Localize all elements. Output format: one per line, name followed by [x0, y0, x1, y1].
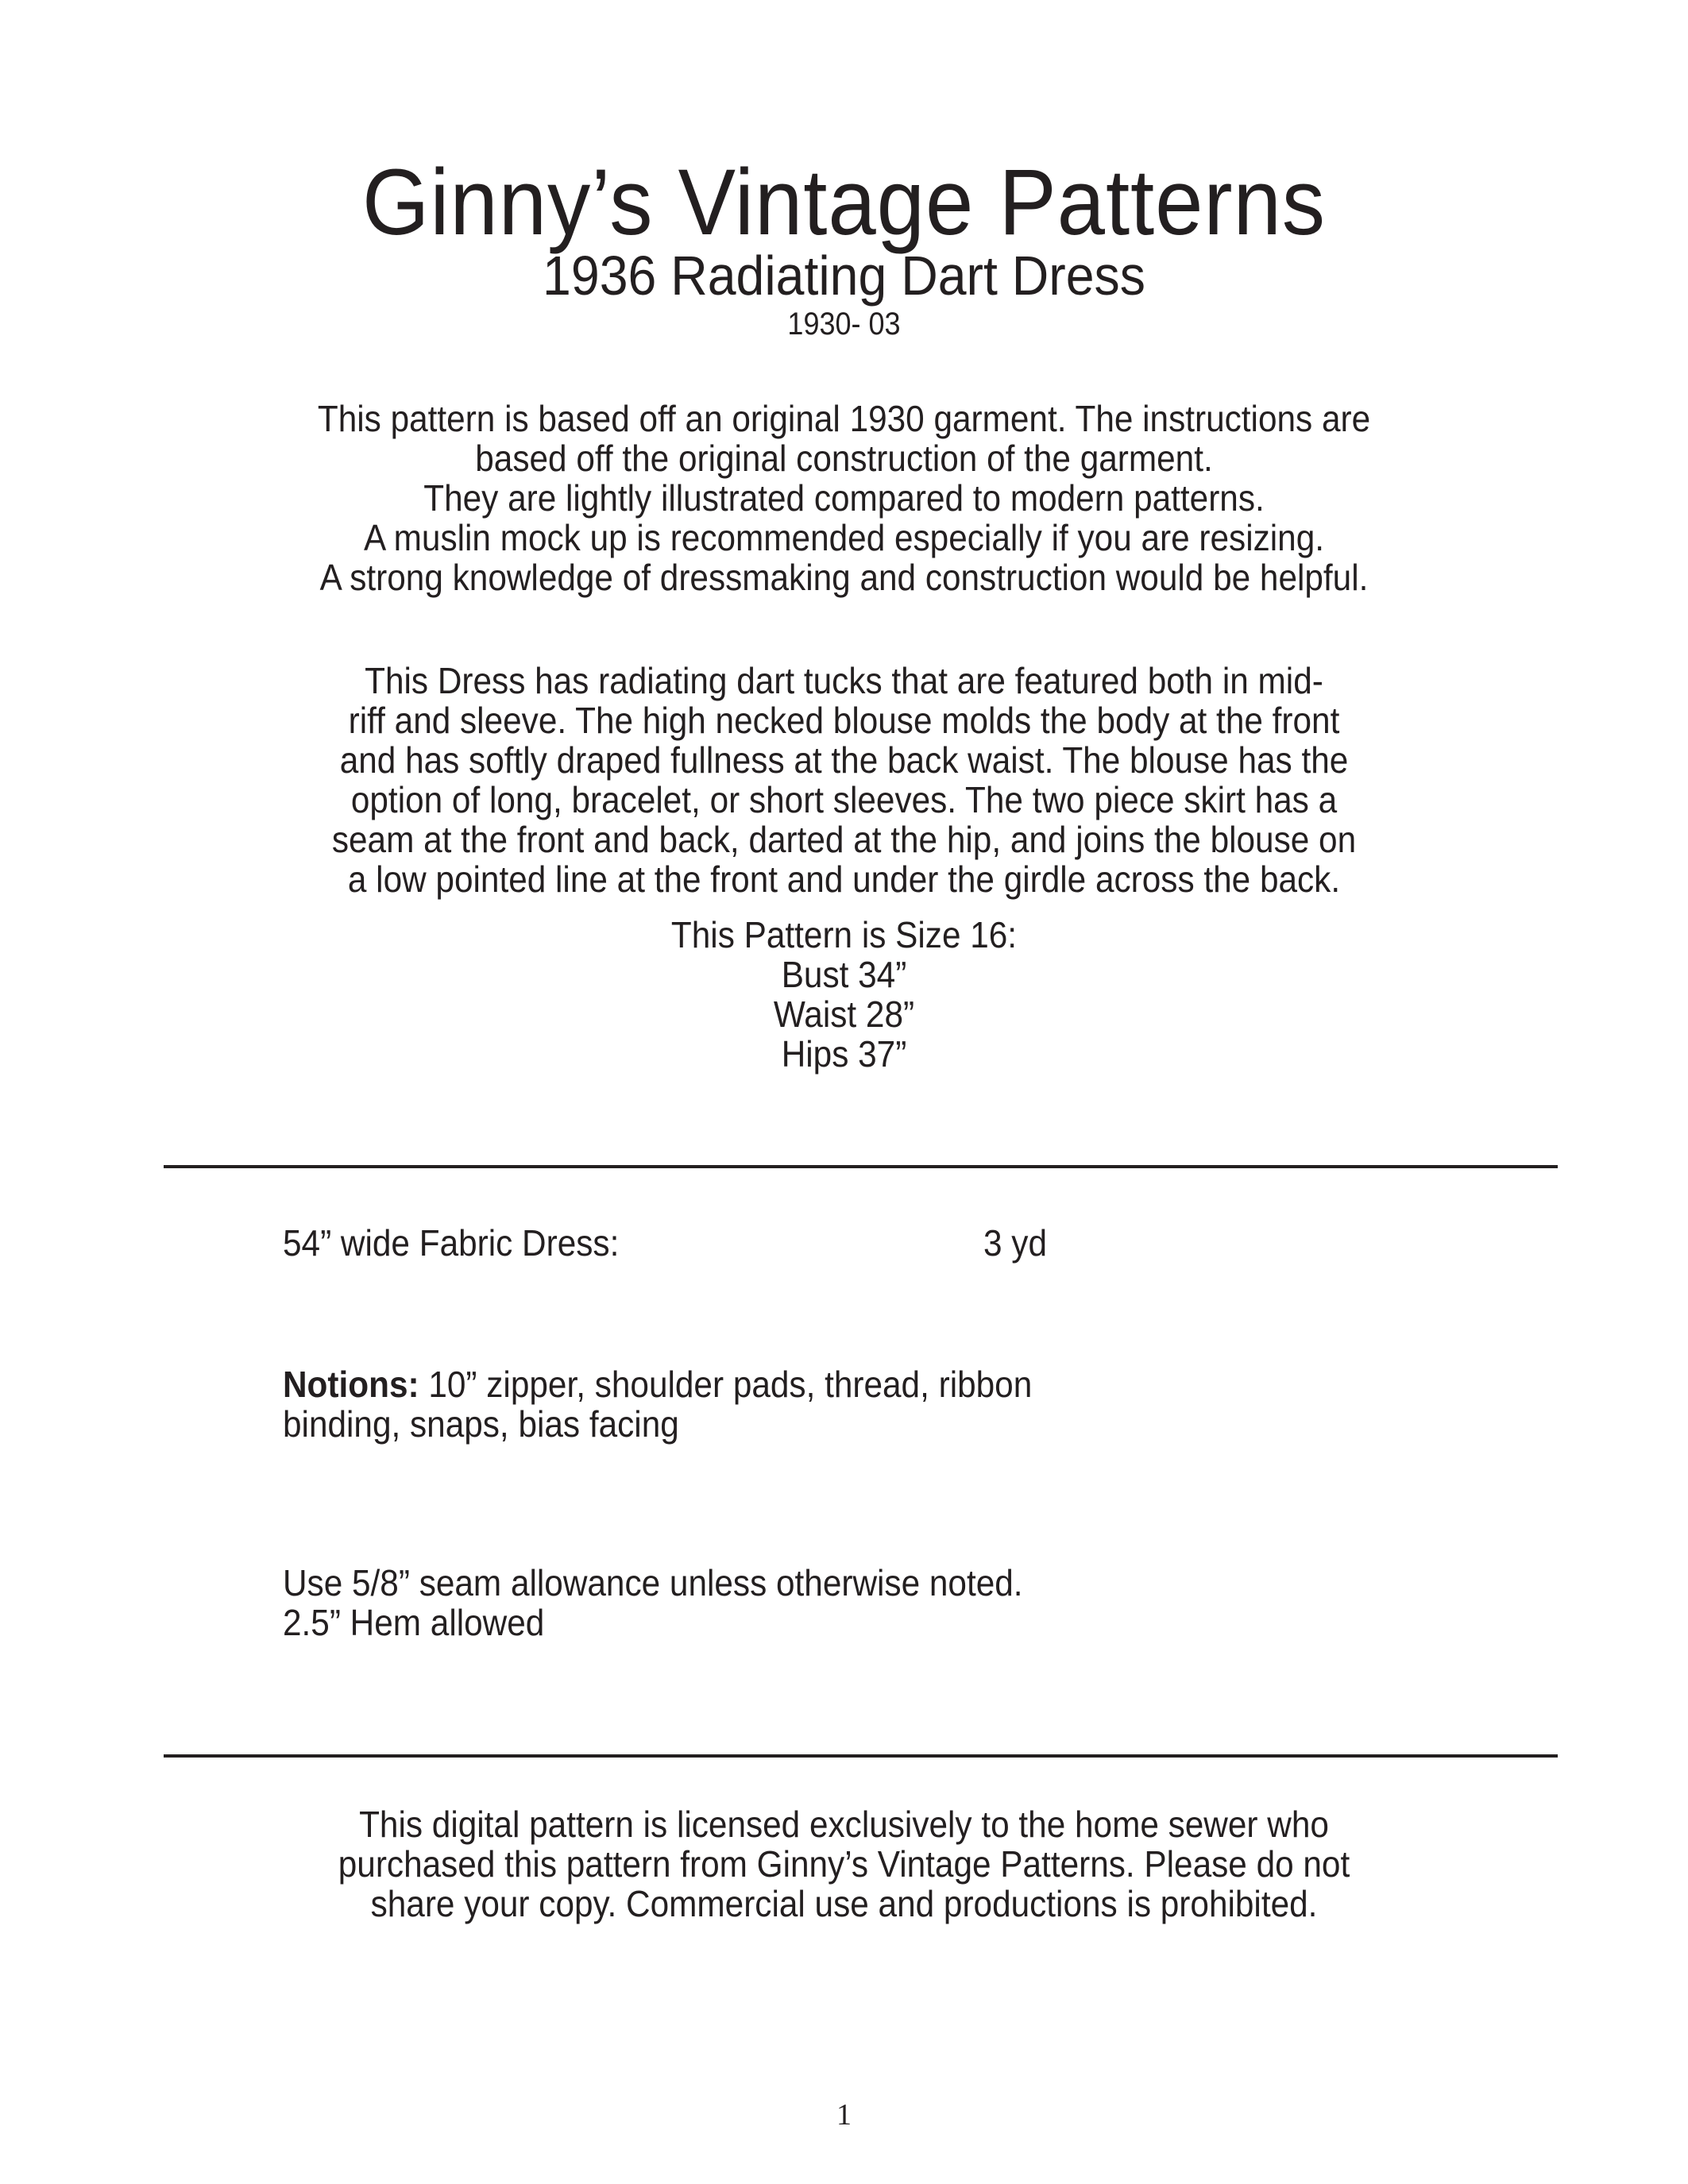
- page-number: 1: [836, 2098, 852, 2132]
- description-line: This Dress has radiating dart tucks that are featured both in mid-: [365, 660, 1323, 701]
- license-line: share your copy. Commercial use and productions is prohibited.: [370, 1883, 1318, 1924]
- size-block: [68, 915, 1620, 1074]
- description-line: seam at the front and back, darted at the hip, and joins the blouse on: [331, 819, 1357, 860]
- bust-measurement: Bust 34”: [781, 954, 907, 995]
- description-line: a low pointed line at the front and under the girdle across the back.: [347, 859, 1341, 900]
- hips-measurement: Hips 37”: [781, 1033, 907, 1075]
- allowance-block: [283, 1563, 1023, 1642]
- divider-top: [164, 1165, 1558, 1168]
- waist-measurement: Waist 28”: [773, 994, 915, 1035]
- hem-allowance: 2.5” Hem allowed: [283, 1602, 545, 1643]
- intro-line: They are lightly illustrated compared to modern patterns.: [423, 477, 1265, 519]
- fabric-amount: 3 yd: [983, 1222, 1047, 1264]
- brand-title: Ginny’s Vintage Patterns: [362, 150, 1326, 255]
- description-line: option of long, bracelet, or short sleeves. The two piece skirt has a: [350, 779, 1338, 820]
- license-line: This digital pattern is licensed exclusively to the home sewer who: [359, 1804, 1329, 1845]
- intro-paragraph: [68, 399, 1620, 597]
- seam-allowance: Use 5/8” seam allowance unless otherwise noted.: [283, 1562, 1023, 1603]
- license-line: purchased this pattern from Ginny’s Vintage Patterns. Please do not: [338, 1843, 1350, 1885]
- pattern-name: 1936 Radiating Dart Dress: [543, 245, 1145, 307]
- notions-label: Notions:: [283, 1364, 419, 1405]
- intro-line: A muslin mock up is recommended especially if you are resizing.: [364, 517, 1324, 558]
- intro-line: based off the original construction of the garment.: [475, 438, 1213, 479]
- description-line: riff and sleeve. The high necked blouse molds the body at the front: [348, 700, 1340, 741]
- description-paragraph: [68, 661, 1620, 899]
- license-notice: [68, 1804, 1620, 1924]
- notions-list-continued: binding, snaps, bias facing: [283, 1403, 679, 1445]
- pattern-code: 1930- 03: [787, 307, 901, 341]
- fabric-label: 54” wide Fabric Dress:: [283, 1222, 620, 1264]
- notions-list: 10” zipper, shoulder pads, thread, ribbon: [419, 1364, 1033, 1405]
- intro-line: A strong knowledge of dressmaking and construction would be helpful.: [319, 557, 1369, 598]
- divider-bottom: [164, 1754, 1558, 1758]
- size-heading: This Pattern is Size 16:: [670, 914, 1018, 955]
- notions-block: [283, 1364, 1032, 1444]
- intro-line: This pattern is based off an original 1930 garment. The instructions are: [317, 398, 1371, 439]
- description-line: and has softly draped fullness at the back waist. The blouse has the: [339, 739, 1349, 781]
